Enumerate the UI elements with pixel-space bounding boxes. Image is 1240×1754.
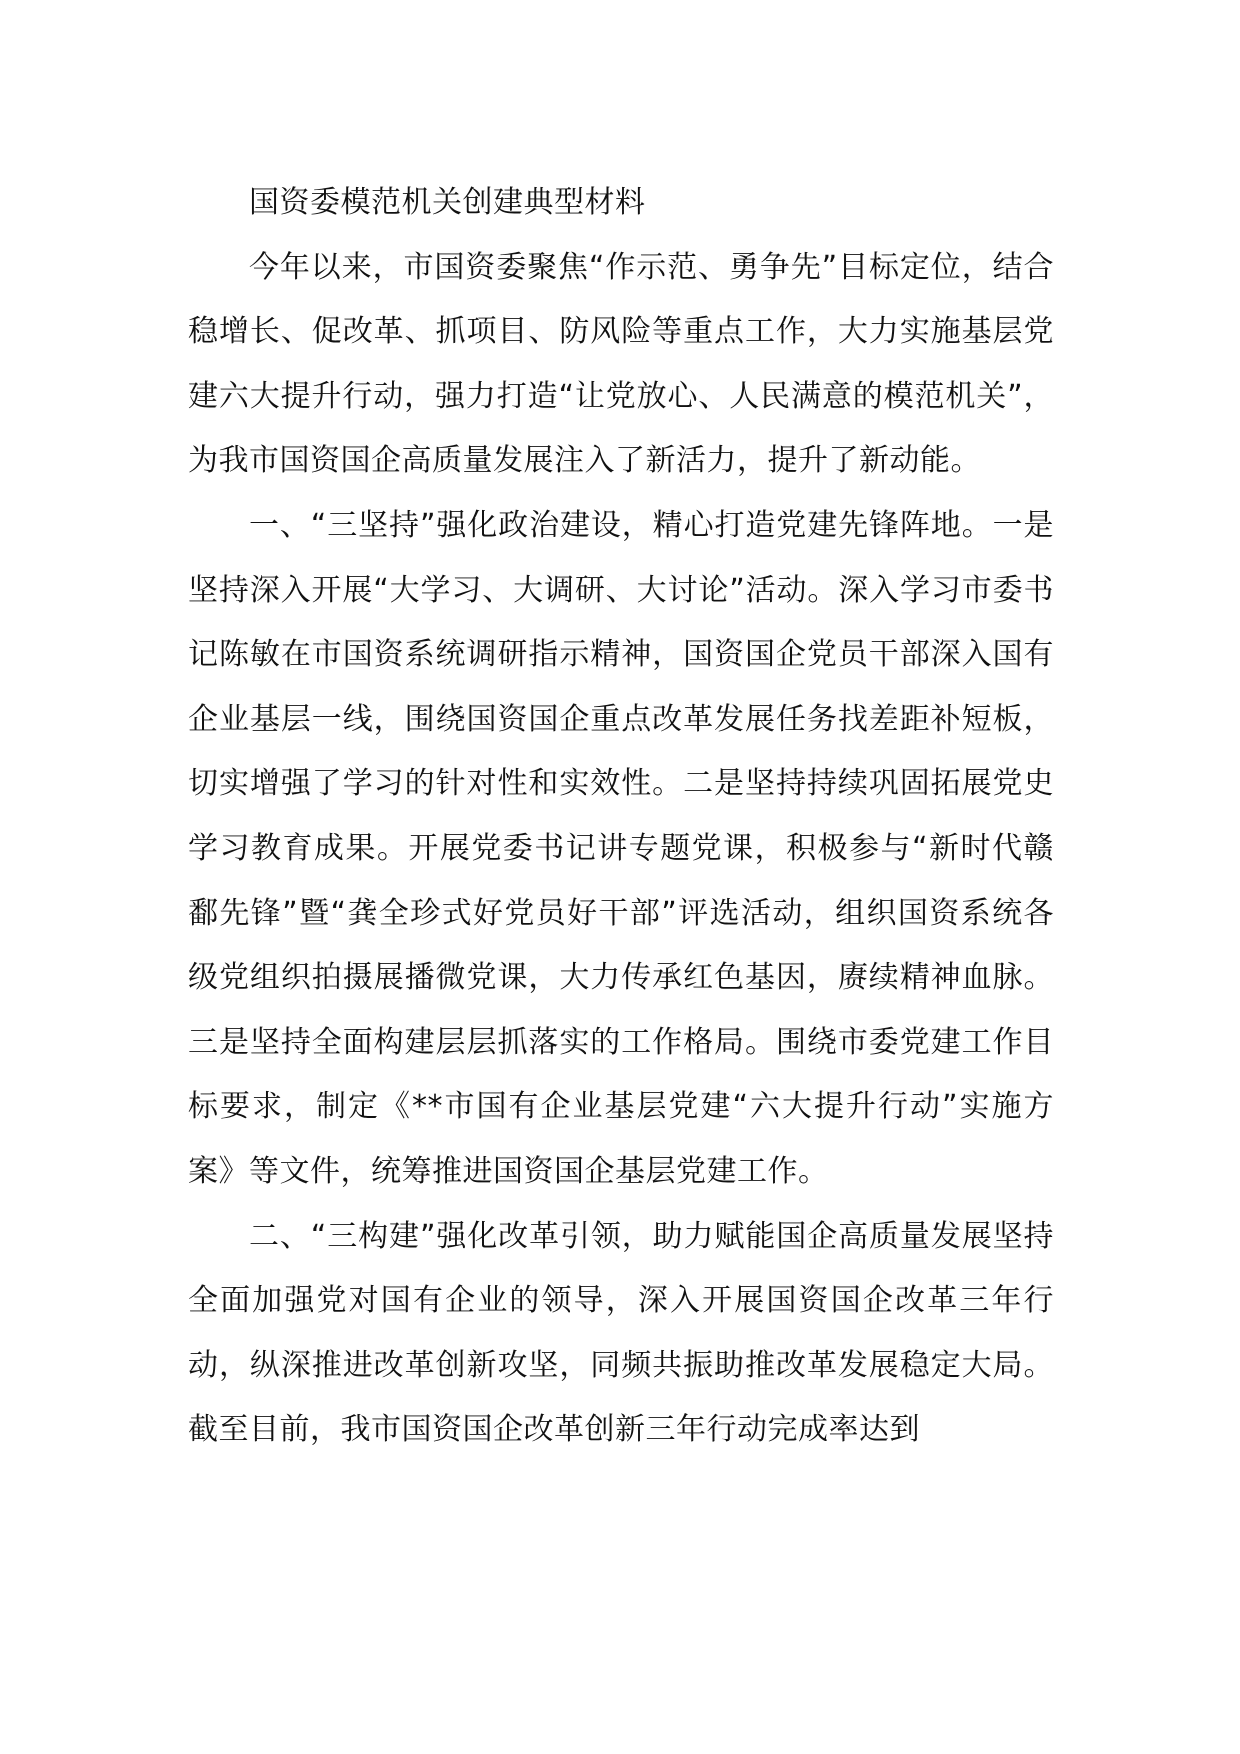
paragraph-section-one: 一、“三坚持”强化政治建设，精心打造党建先锋阵地。一是坚持深入开展“大学习、大调研、大讨论”活动。深入学习市委书记陈敏在市国资系统调研指示精神，国资国企党员干部深入国有企业基层一线，围绕国资国企重点改革发展任务找差距补短板，切实增强了学习的针对性和实效性。二是坚持持续巩固拓展党史学习教育成果。开展党委书记讲专题党课，积极参与“新时代赣鄱先锋”暨“龚全珍式好党员好干部”评选活动，组织国资系统各级党组织拍摄展播微党课，大力传承红色基因，赓续精神血脉。三是坚持全面构建层层抓落实的工作格局。围绕市委党建工作目标要求，制定《**市国有企业基层党建“六大提升行动”实施方案》等文件，统筹推进国资国企基层党建工作。 [188, 507, 1054, 1189]
document-body [188, 171, 1054, 1463]
document-title: 国资委模范机关创建典型材料 [249, 185, 646, 220]
paragraph-section-two: 二、“三构建”强化改革引领，助力赋能国企高质量发展坚持全面加强党对国有企业的领导，深入开展国资国企改革三年行动，纵深推进改革创新攻坚，同频共振助推改革发展稳定大局。截至目前，我市国资国企改革创新三年行动完成率达到 [188, 1218, 1054, 1448]
paragraph-intro: 今年以来，市国资委聚焦“作示范、勇争先”目标定位，结合稳增长、促改革、抓项目、防风险等重点工作，大力实施基层党建六大提升行动，强力打造“让党放心、人民满意的模范机关”，为我市国资国企高质量发展注入了新活力，提升了新动能。 [188, 249, 1054, 479]
